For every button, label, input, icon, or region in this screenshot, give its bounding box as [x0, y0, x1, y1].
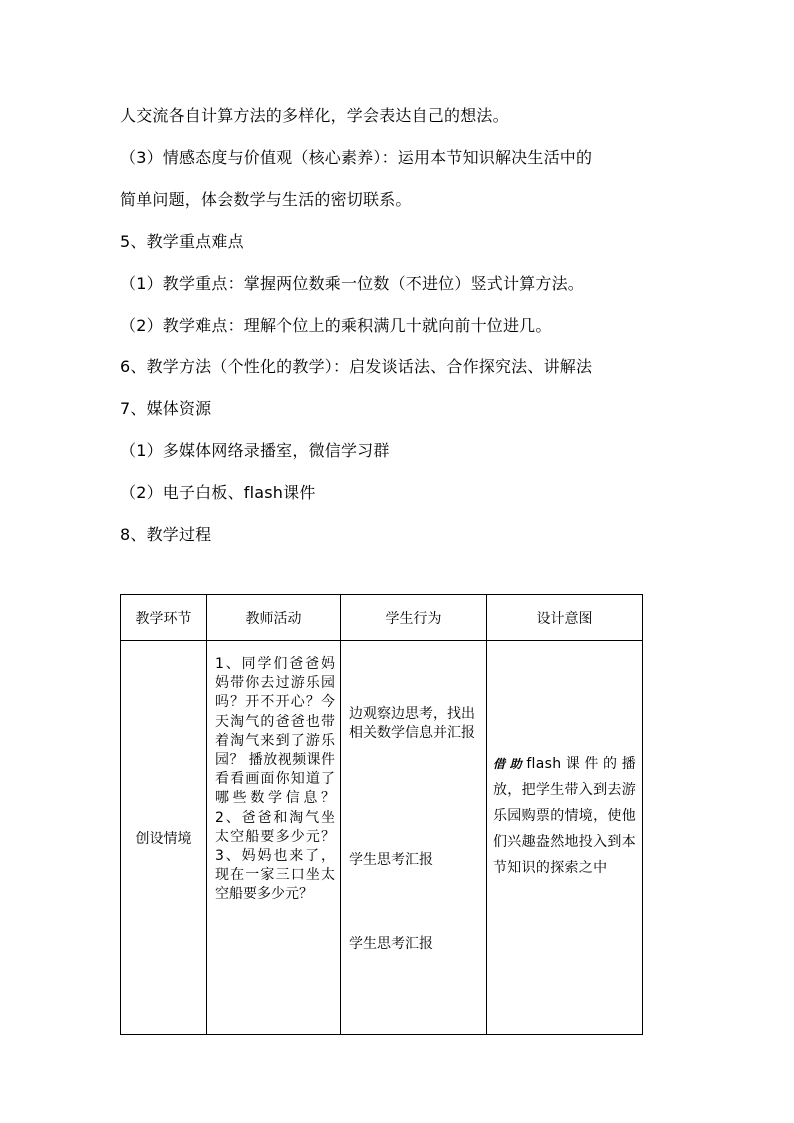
paragraph-emotion-goal: （3）情感态度与价值观（核心素养）：运用本节知识解决生活中的: [120, 148, 593, 167]
heading-teaching-methods: 6、教学方法（个性化的教学）：启发谈话法、合作探究法、讲解法: [120, 357, 593, 376]
heading-media-resources: 7、媒体资源: [120, 399, 212, 418]
paragraph-difficult-point: （2）教学难点：理解个位上的乘积满几十就向前十位进几。: [120, 316, 552, 335]
student-behavior-1: 边观察边思考，找出相关数学信息并汇报: [349, 706, 475, 741]
design-intent-lead: 借助: [493, 757, 527, 771]
cell-student-behavior: [341, 641, 487, 1035]
paragraph-media-1: （1）多媒体网络录播室，微信学习群: [120, 441, 390, 460]
cell-stage: 创设情境: [121, 641, 207, 1035]
paragraph-media-2: （2）电子白板、flash课件: [120, 483, 316, 502]
design-intent-body: flash课件的播放，把学生带入到去游乐园购票的情境，使他们兴趣盎然地投入到本节知识的探索之中: [493, 756, 636, 876]
cell-teacher-activity: [207, 641, 341, 1035]
design-intent-text: [493, 751, 636, 881]
table-header-row: [121, 595, 643, 641]
header-stage: 教学环节: [121, 595, 207, 641]
teaching-process-table: [120, 594, 643, 1035]
header-design-intent: 设计意图: [487, 595, 643, 641]
student-behavior-2: 学生思考汇报: [349, 852, 433, 868]
cell-design-intent: [487, 641, 643, 1035]
heading-teaching-process: 8、教学过程: [120, 525, 212, 544]
teacher-activity-text: 1、同学们爸爸妈妈带你去过游乐园吗？开不开心？今天淘气的爸爸也带着淘气来到了游乐园？ 播放视频课件 看看画面你知道了哪些数学信息？2、爸爸和淘气坐太空船要多少元？3、妈妈也来了，现在一家三口坐太空船要多少元？: [215, 656, 335, 903]
heading-key-points: 5、教学重点难点: [120, 232, 244, 251]
table-row: [121, 641, 643, 1035]
header-student-behavior: 学生行为: [341, 595, 487, 641]
student-behavior-3: 学生思考汇报: [349, 936, 433, 952]
paragraph-emotion-goal-cont: 简单问题，体会数学与生活的密切联系。: [120, 190, 412, 209]
paragraph-language-goal-end: 人交流各自计算方法的多样化，学会表达自己的想法。: [120, 106, 509, 125]
header-teacher-activity: 教师活动: [207, 595, 341, 641]
paragraph-key-point: （1）教学重点：掌握两位数乘一位数（不进位）竖式计算方法。: [120, 274, 584, 293]
